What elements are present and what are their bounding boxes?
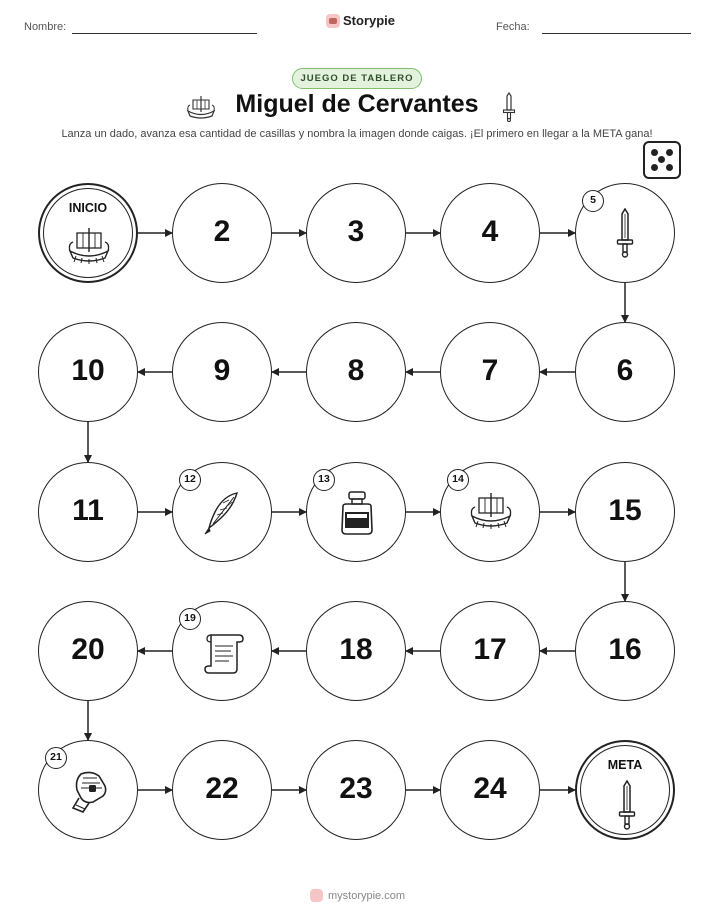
board-cell-13[interactable] (306, 462, 406, 562)
finish-cell[interactable] (575, 740, 675, 840)
cell-number: 7 (481, 354, 499, 387)
board-cell-23[interactable] (306, 740, 406, 840)
cell-number-badge: 12 (179, 469, 201, 491)
cell-number: 2 (213, 215, 231, 248)
board-cell-3[interactable] (306, 183, 406, 283)
brand-name: Storypie (343, 13, 396, 28)
board-cell-9[interactable] (172, 322, 272, 422)
cell-number: 16 (608, 633, 642, 666)
board-cell-15[interactable] (575, 462, 675, 562)
board-cell-6[interactable] (575, 322, 675, 422)
inkwell-icon (335, 490, 379, 541)
board-cell-12[interactable] (172, 462, 272, 562)
cell-number: 11 (72, 494, 104, 527)
board-cell-10[interactable] (38, 322, 138, 422)
cell-number: 9 (213, 354, 231, 387)
cell-number-badge: 13 (313, 469, 335, 491)
gauntlet-icon (67, 768, 113, 819)
board-cell-4[interactable] (440, 183, 540, 283)
board-cell-24[interactable] (440, 740, 540, 840)
ship-icon (67, 225, 111, 270)
quill-icon (201, 490, 241, 541)
cell-number: 15 (608, 494, 642, 527)
start-label: INICIO (68, 201, 108, 215)
board-cell-2[interactable] (172, 183, 272, 283)
storypie-logo-icon (310, 889, 323, 902)
board-cell-14[interactable] (440, 462, 540, 562)
cell-number: 23 (339, 772, 373, 805)
board-cell-16[interactable] (575, 601, 675, 701)
cell-number: 22 (205, 772, 239, 805)
cell-number-badge: 14 (447, 469, 469, 491)
cell-number: 4 (481, 215, 499, 248)
finish-label: META (607, 758, 643, 772)
cell-number: 24 (473, 772, 507, 805)
footer (310, 889, 405, 902)
instructions: Lanza un dado, avanza esa cantidad de casillas y nombra la imagen donde caigas. ¡El primero en llegar a la META gana! (61, 128, 653, 140)
ship-icon (469, 490, 513, 535)
board-cell-7[interactable] (440, 322, 540, 422)
cell-number: 18 (339, 633, 373, 666)
sword-icon (618, 780, 636, 835)
cell-number: 10 (71, 354, 105, 387)
name-label: Nombre: (24, 21, 67, 33)
sword-icon (616, 208, 634, 263)
scroll-icon (201, 629, 247, 680)
game-type-tag: JUEGO DE TABLERO (292, 68, 422, 89)
cell-number: 8 (347, 354, 365, 387)
start-cell[interactable] (38, 183, 138, 283)
cell-number-badge: 5 (582, 190, 604, 212)
page-title: Miguel de Cervantes (235, 90, 479, 118)
date-label: Fecha: (496, 21, 530, 33)
cell-number-badge: 21 (45, 747, 67, 769)
board-cell-11[interactable] (38, 462, 138, 562)
cell-number: 6 (616, 354, 634, 387)
board-cell-19[interactable] (172, 601, 272, 701)
board-cell-18[interactable] (306, 601, 406, 701)
board-cell-21[interactable] (38, 740, 138, 840)
cell-number: 3 (347, 215, 365, 248)
footer-url: mystorypie.com (328, 889, 406, 902)
board-cell-20[interactable] (38, 601, 138, 701)
cell-number: 17 (473, 633, 507, 666)
board-cell-22[interactable] (172, 740, 272, 840)
board-cell-17[interactable] (440, 601, 540, 701)
cell-number-badge: 19 (179, 608, 201, 630)
cell-number: 20 (71, 633, 105, 666)
board-cell-5[interactable] (575, 183, 675, 283)
board-cell-8[interactable] (306, 322, 406, 422)
